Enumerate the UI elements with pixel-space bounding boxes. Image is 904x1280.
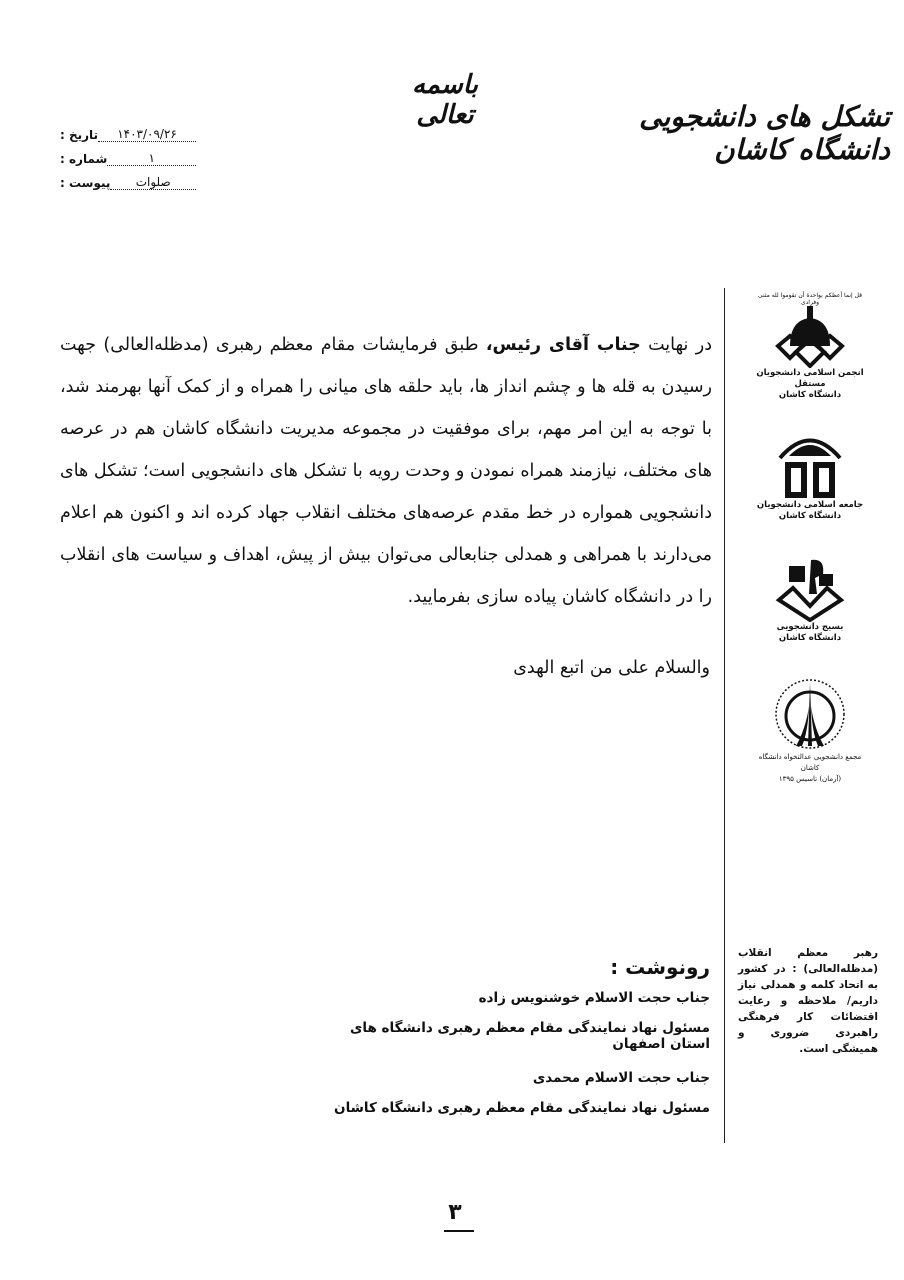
date-label: تاریخ : xyxy=(60,128,99,142)
leader-quote xyxy=(738,945,878,1057)
logo-3-caption-2: دانشگاه کاشان xyxy=(778,633,842,643)
logo-majma-edalatkhah xyxy=(755,676,865,785)
circular-emblem-icon xyxy=(772,676,848,752)
body-intro: در نهایت xyxy=(640,335,712,355)
logo-4-caption-2: (آرمان) تاسیس ۱۳۹۵ xyxy=(778,775,842,783)
page-number: ۳ xyxy=(448,1200,462,1225)
quote-attribution: رهبر معظم انقلاب (مدظله‌العالی) xyxy=(738,947,878,975)
page-number-underline xyxy=(444,1230,474,1232)
cc-recipient-2-title: مسئول نهاد نمایندگی مقام معظم رهبری دانشگاه کاشان xyxy=(334,1100,710,1116)
sidebar-divider xyxy=(724,288,725,1143)
meta-date-row xyxy=(60,118,200,142)
cc-heading: رونوشت : xyxy=(610,955,710,979)
cc-recipient-1-name: جناب حجت الاسلام خوشنویس زاده xyxy=(478,990,710,1006)
cc-recipient-1-title: مسئول نهاد نمایندگی مقام معظم رهبری دانشگاه های استان اصفهان xyxy=(350,1020,710,1052)
logo-1-caption-2: دانشگاه کاشان xyxy=(778,390,842,400)
meta-attachment-row xyxy=(60,166,200,190)
basij-emblem-icon xyxy=(775,556,845,622)
addressee: جناب آقای رئیس، xyxy=(485,335,641,355)
logo-4-caption-1: مجمع دانشجویی عدالتخواه دانشگاه کاشان xyxy=(758,753,862,772)
logo-3-caption-1: بسیج دانشجویی xyxy=(776,622,844,632)
letter-body xyxy=(60,324,712,618)
cc-recipient-2-name: جناب حجت الاسلام محمدی xyxy=(532,1070,710,1086)
logo-2-caption-1: جامعه اسلامی دانشجویان xyxy=(756,500,864,510)
body-paragraph: طبق فرمایشات مقام معظم رهبری (مدظله‌العالی) جهت رسیدن به قله ها و چشم انداز ها، باید حلقه های میانی را همراه و از کمک آنها بهرمند شد، با توجه به این امر مهم، برای موفقیت در مجموعه مدیریت دانشگاه کاشان هم در عرصه های مختلف، نیازمند همراه نمودن و وحدت رویه با تشکل های دانشجویی است؛ تشکل های دانشجویی همواره در خط مقدم عرصه‌های مختلف انقلاب جهاد کرده اند و اکنون هم اعلام می‌دارند با همراهی و همدلی جنابعالی می‌توان بیش از پیش، اهداف و سیاست های انقلاب را در دانشگاه کاشان پیاده سازی بفرمایید. xyxy=(60,335,712,607)
logo-1-top-text: قل إنما أعظكم بواحدة أن تقوموا لله مثنى وفرادى xyxy=(757,292,863,306)
attachment-value: صلوات xyxy=(110,175,196,190)
meta-number-row xyxy=(60,142,200,166)
quote-text: : در کشور به اتحاد کلمه و همدلی نیاز داریم/ ملاحظه و رعایت اقتضائات کار فرهنگی راهبردی ضروری و همیشگی است. xyxy=(738,963,878,1055)
closing-salutation: والسلام علی من اتبع الهدی xyxy=(513,658,710,678)
arch-emblem-icon xyxy=(775,428,845,500)
logo-jame-eslami xyxy=(755,428,865,522)
logo-2-caption-2: دانشگاه کاشان xyxy=(778,511,842,521)
number-value: ۱ xyxy=(107,151,196,166)
logo-anjoman-eslami xyxy=(755,292,865,401)
date-value: ۱۴۰۳/۰۹/۲۶ xyxy=(98,127,196,142)
mosque-emblem-icon xyxy=(770,306,850,368)
logo-basij-daneshjooyi xyxy=(755,556,865,644)
letter-meta xyxy=(60,118,200,190)
number-label: شماره : xyxy=(60,152,108,166)
attachment-label: پیوست : xyxy=(60,176,111,190)
organization-title: تشکل های دانشجویی دانشگاه کاشان xyxy=(639,100,890,166)
logo-1-caption-1: انجمن اسلامی دانشجویان مستقل xyxy=(756,368,864,389)
bismillah-heading: باسمه تعالی xyxy=(412,70,478,130)
